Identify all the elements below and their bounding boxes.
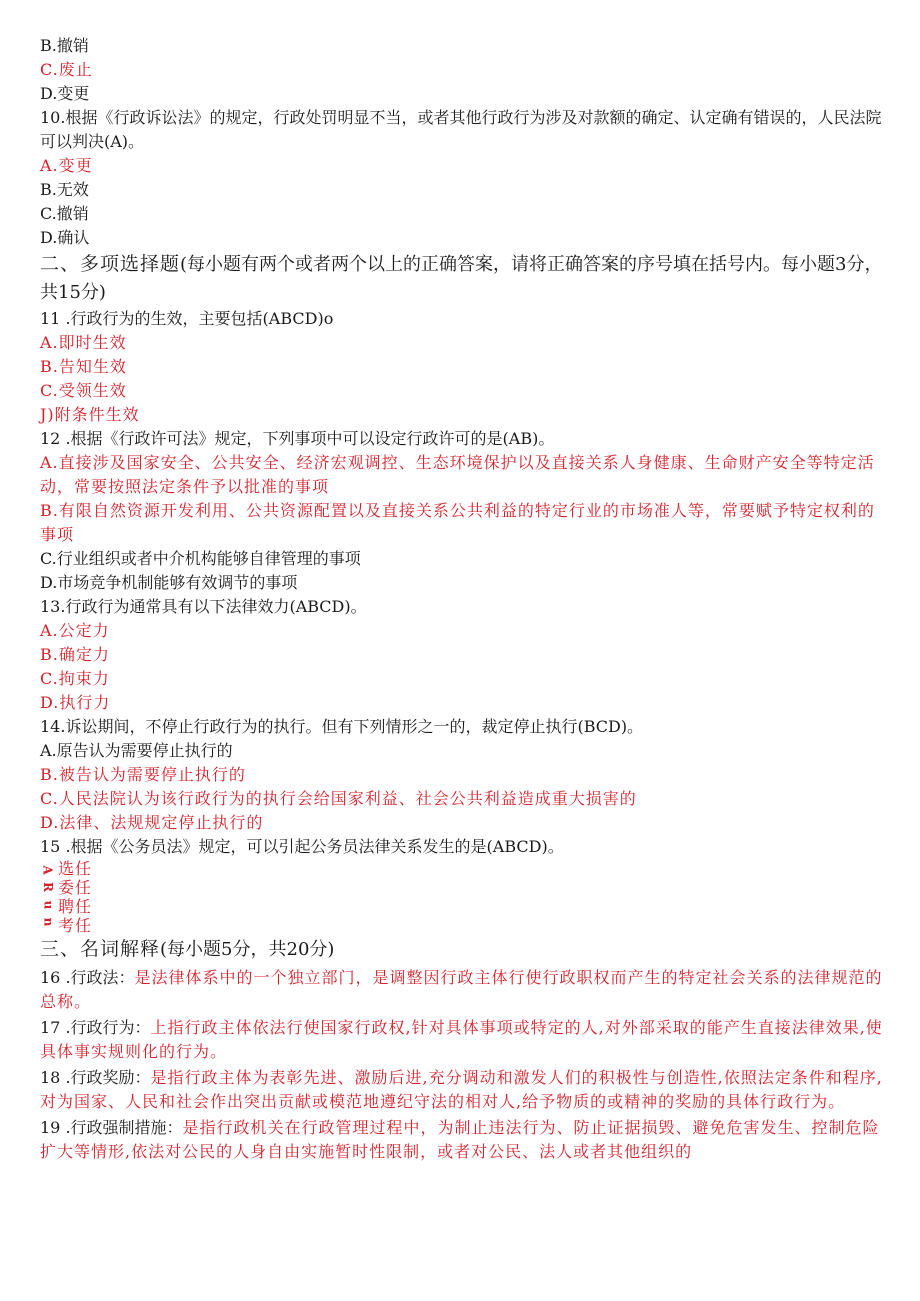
term-18-label: 18 .行政奖励： bbox=[40, 1068, 151, 1087]
section3-note: (每小题5分，共20分) bbox=[160, 939, 335, 960]
term-17-label: 17 .行政行为： bbox=[40, 1018, 151, 1037]
q12-stem: 12 .根据《行政许可法》规定，下列事项中可以设定行政许可的是(AB)。 bbox=[40, 429, 555, 448]
q15-option-d: 考任 bbox=[58, 916, 93, 935]
q12-option-c: C.行业组织或者中介机构能够自律管理的事项 bbox=[40, 549, 361, 568]
q11-stem: 11 .行政行为的生效，主要包括(ABCD)o bbox=[40, 309, 334, 328]
q11-option-b: B.告知生效 bbox=[40, 357, 127, 376]
q9-option-c: C.废止 bbox=[40, 60, 93, 79]
q10-option-b: B.无效 bbox=[40, 180, 89, 199]
q15-option-b: 委任 bbox=[58, 878, 93, 897]
q14-option-d: D.法律、法规规定停止执行的 bbox=[40, 813, 264, 832]
q9-option-d: D.变更 bbox=[40, 84, 90, 103]
q15-letter-b: R bbox=[40, 882, 55, 893]
term-16-label: 16 .行政法： bbox=[40, 968, 135, 987]
section3-title: 三、名词解释 bbox=[40, 938, 161, 960]
q13-option-b: B.确定力 bbox=[40, 645, 110, 664]
q14-option-a: A.原告认为需要停止执行的 bbox=[40, 741, 233, 760]
q12-option-a: A.直接涉及国家安全、公共安全、经济宏观调控、生态环境保护以及直接关系人身健康、生命财产安全等特定活动，常要按照法定条件予以批准的事项 bbox=[40, 453, 875, 496]
q15-letter-d: n bbox=[40, 917, 55, 927]
term-16-definition: 是法律体系中的一个独立部门，是调整因行政主体行使行政职权而产生的特定社会关系的法律规范的总称。 bbox=[40, 968, 883, 1011]
q13-option-a: A.公定力 bbox=[40, 621, 110, 640]
document-page bbox=[40, 34, 885, 1164]
term-17-definition: 上指行政主体依法行使国家行政权,针对具体事项或特定的人,对外部采取的能产生直接法律效果,使具体事实规则化的行为。 bbox=[40, 1018, 883, 1061]
q14-option-b: B.被告认为需要停止执行的 bbox=[40, 765, 246, 784]
q11-option-d: J)附条件生效 bbox=[40, 405, 140, 424]
section2-note: (每小题有两个或者两个以上的正确答案，请将正确答案的序号填在括号内。每小题3分，共15分) bbox=[40, 254, 883, 303]
term-19-label: 19 .行政强制措施： bbox=[40, 1118, 183, 1137]
q15-option-c: 聘任 bbox=[58, 897, 93, 916]
q15-letter-c: u bbox=[40, 900, 55, 910]
term-19 bbox=[40, 1116, 885, 1164]
q13-stem: 13.行政行为通常具有以下法律效力(ABCD)。 bbox=[40, 597, 367, 616]
term-19-definition: 是指行政机关在行政管理过程中，为制止违法行为、防止证据损毁、避免危害发生、控制危险扩大等情形,依法对公民的人身自由实施暂时性限制，或者对公民、法人或者其他组织的 bbox=[40, 1118, 880, 1161]
q9-option-b: B.撤销 bbox=[40, 36, 89, 55]
q10-option-d: D.确认 bbox=[40, 228, 90, 247]
term-18 bbox=[40, 1066, 885, 1114]
term-17 bbox=[40, 1016, 885, 1064]
term-16 bbox=[40, 966, 885, 1014]
q13-option-c: C.拘束力 bbox=[40, 669, 110, 688]
q13-option-d: D.执行力 bbox=[40, 693, 111, 712]
q12-option-d: D.市场竞争机制能够有效调节的事项 bbox=[40, 573, 298, 592]
q15-option-letters bbox=[40, 861, 56, 931]
q11-option-c: C.受领生效 bbox=[40, 381, 127, 400]
q14-option-c: C.人民法院认为该行政行为的执行会给国家利益、社会公共利益造成重大损害的 bbox=[40, 789, 637, 808]
q10-stem: 10.根据《行政诉讼法》的规定，行政处罚明显不当，或者其他行政行为涉及对款额的确定、认定确有错误的，人民法院可以判决(A)。 bbox=[40, 108, 882, 151]
q11-option-a: A.即时生效 bbox=[40, 333, 127, 352]
section3-heading bbox=[40, 935, 885, 964]
q15-stem: 15 .根据《公务员法》规定，可以引起公务员法律关系发生的是(ABCD)。 bbox=[40, 837, 564, 856]
q15-options bbox=[40, 859, 885, 935]
q10-option-c: C.撤销 bbox=[40, 204, 89, 223]
section2-heading bbox=[40, 250, 885, 307]
q10-option-a: A.变更 bbox=[40, 156, 93, 175]
q14-stem: 14.诉讼期间，不停止行政行为的执行。但有下列情形之一的，裁定停止执行(BCD)。 bbox=[40, 717, 644, 736]
q15-option-a: 选任 bbox=[58, 859, 93, 878]
section2-title: 二、多项选择题 bbox=[40, 253, 181, 275]
term-18-definition: 是指行政主体为表彰先进、激励后进,充分调动和激发人们的积极性与创造性,依照法定条件和程序,对为国家、人民和社会作出突出贡献或模范地遵纪守法的相对人,给予物质的或精神的奖励的具体行政行为。 bbox=[40, 1068, 883, 1111]
q12-option-b: B.有限自然资源开发利用、公共资源配置以及直接关系公共利益的特定行业的市场准人等，常要赋予特定权利的事项 bbox=[40, 501, 875, 544]
q15-letter-a: A bbox=[41, 865, 55, 875]
